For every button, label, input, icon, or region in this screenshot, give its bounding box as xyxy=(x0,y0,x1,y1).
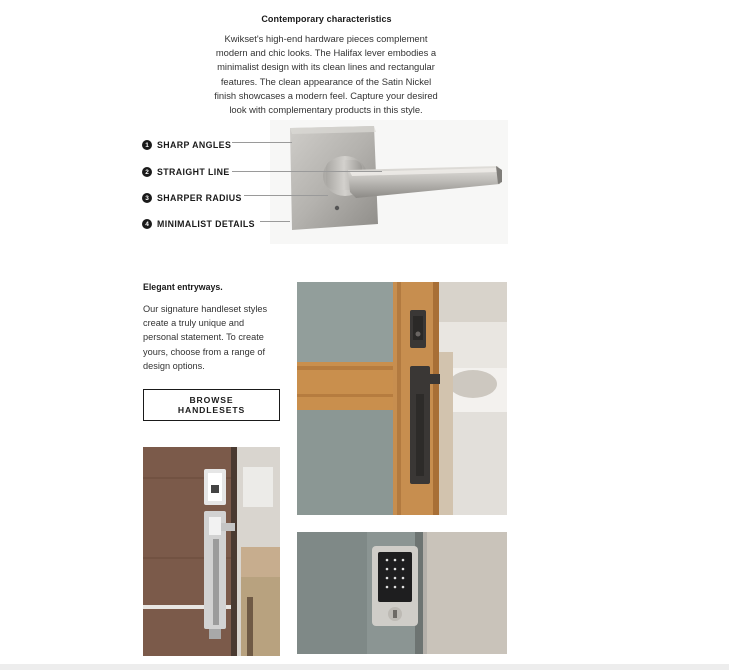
number-1-icon: 1 xyxy=(142,140,152,150)
feature-sharper-radius xyxy=(142,191,242,205)
number-4-icon: 4 xyxy=(142,219,152,229)
feature-minimalist-details xyxy=(142,217,255,231)
number-2-icon: 2 xyxy=(142,167,152,177)
number-3-icon: 3 xyxy=(142,193,152,203)
feature-label: STRAIGHT LINE xyxy=(157,167,230,177)
intro-line: modern and chic looks. The Halifax lever embodies a xyxy=(215,47,437,59)
feature-label: SHARPER RADIUS xyxy=(157,193,242,203)
halifax-lever-image xyxy=(270,120,508,244)
intro-line: look with complementary products in this style. xyxy=(229,104,423,116)
browse-button-line: HANDLESETS xyxy=(177,405,246,415)
intro-paragraph xyxy=(201,32,451,117)
feature-label: SHARP ANGLES xyxy=(157,140,232,150)
browse-button-line: BROWSE xyxy=(189,395,234,405)
intro-line: Kwikset's high-end hardware pieces complement xyxy=(224,33,428,44)
browse-handlesets-button[interactable] xyxy=(143,389,280,421)
section-title: Contemporary characteristics xyxy=(261,14,392,24)
entryways-line: design options. xyxy=(143,360,205,371)
callout-line xyxy=(260,221,290,222)
callout-line xyxy=(244,195,328,196)
page-bottom-edge xyxy=(0,664,729,670)
intro-line: minimalist design with its clean lines and rectangular xyxy=(217,61,435,73)
entryways-line: Our signature handleset styles xyxy=(143,304,268,314)
intro-line: finish showcases a modern feel. Capture your desired xyxy=(214,89,438,101)
feature-sharp-angles xyxy=(142,138,231,152)
bronze-handleset-door-photo xyxy=(297,282,507,515)
entryways-paragraph xyxy=(143,302,283,373)
chrome-handleset-photo xyxy=(143,447,280,656)
callout-line xyxy=(232,171,382,172)
entryways-heading: Elegant entryways. xyxy=(143,282,223,292)
feature-straight-line xyxy=(142,165,230,179)
callout-line xyxy=(232,142,292,143)
feature-label: MINIMALIST DETAILS xyxy=(157,219,255,229)
entryways-line: yours, choose from a range of xyxy=(143,346,266,357)
smart-deadbolt-photo xyxy=(297,532,507,654)
entryways-line: personal statement. To create xyxy=(143,332,264,343)
intro-line: features. The clean appearance of the Satin Nickel xyxy=(220,75,432,87)
entryways-line: create a truly unique and xyxy=(143,318,245,329)
